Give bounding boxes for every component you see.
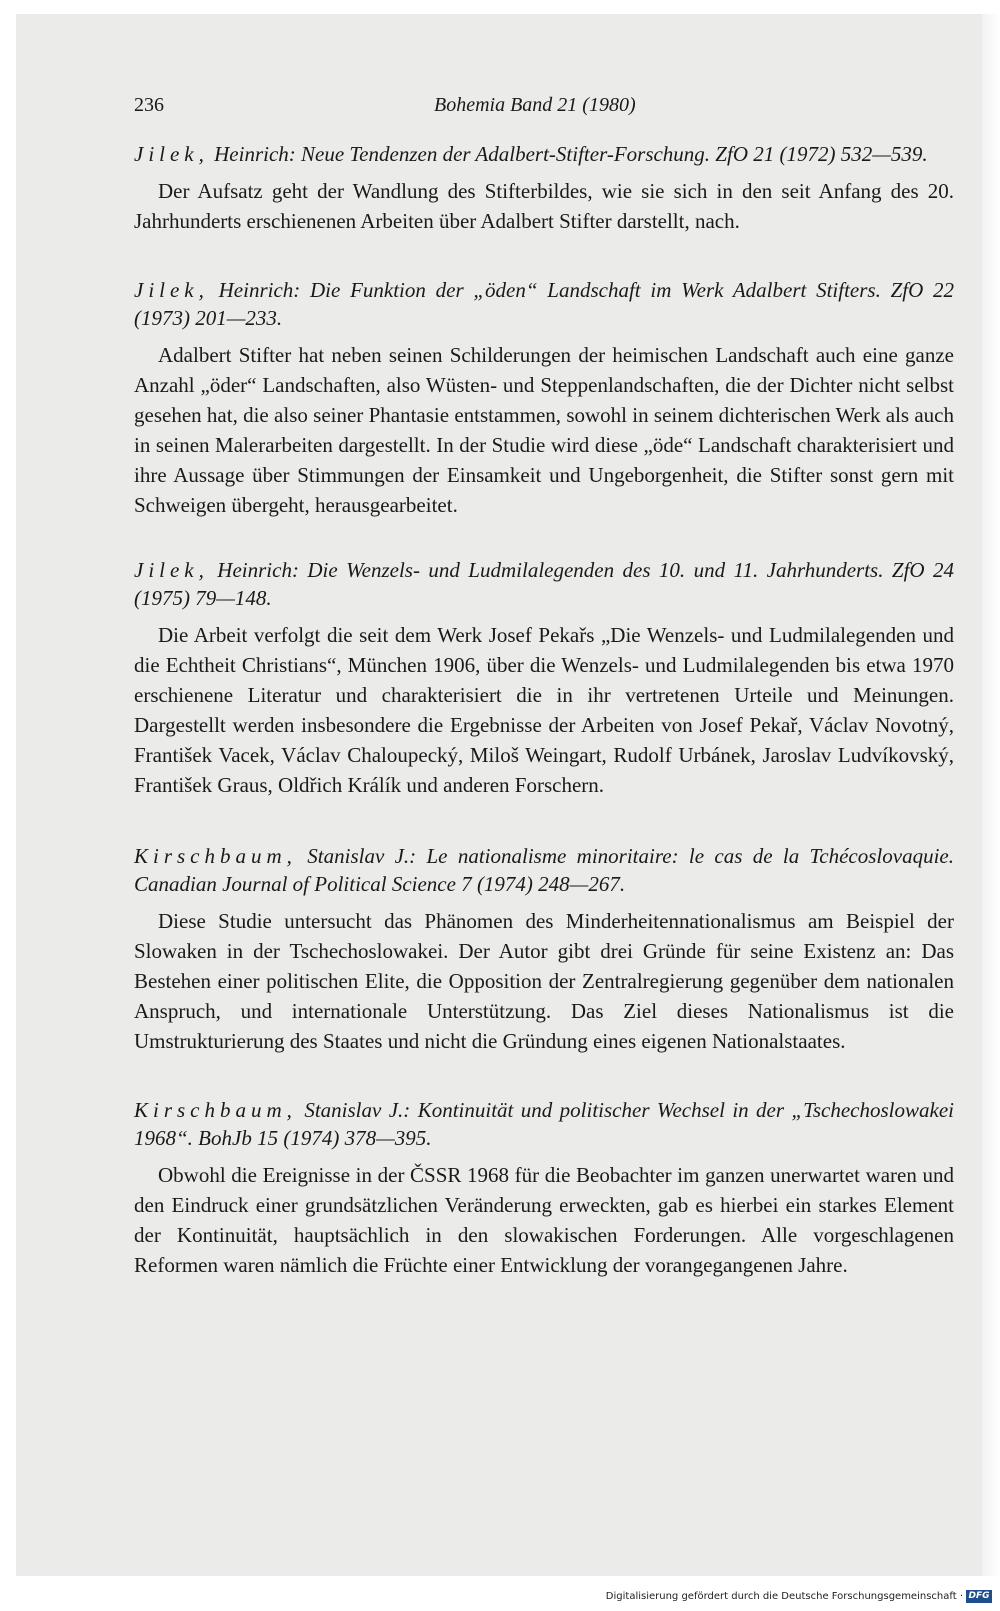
- citation-text: Stanislav J.: Kontinuität und politischer Wechsel in der „Tschechoslowakei 1968“. BohJb 15 (1974) 378—395.: [134, 1098, 954, 1150]
- author-name: Jilek,: [134, 142, 209, 166]
- page-edge: [982, 14, 1000, 1576]
- citation: [134, 276, 954, 332]
- bibliography-content: [134, 140, 954, 1280]
- footer-text: Digitalisierung gefördert durch die Deutsche Forschungsgemeinschaft ·: [605, 1591, 963, 1602]
- abstract: Adalbert Stifter hat neben seinen Schilderungen der heimischen Landschaft auch eine ganze Anzahl „öder“ Landschaften, also Wüsten- und Steppenlandschaften, die der Dichter nicht selbst gesehen hat, die also seiner Phantasie entstammen, sowohl in seinem dichterischen Werk als auch in seinen Malerarbeiten dargestellt. In der Studie wird diese „öde“ Landschaft charakterisiert und ihre Aussage über Stimmungen der Einsamkeit und Ungeborgenheit, die Stifter sonst gern mit Schweigen übergeht, herausgearbeitet.: [134, 343, 954, 517]
- abstract: Der Aufsatz geht der Wandlung des Stifterbildes, wie sie sich in den seit Anfang des 20. Jahrhunderts erschienenen Arbeiten über Adalbert Stifter darstellt, nach.: [134, 179, 954, 233]
- abstract: Die Arbeit verfolgt die seit dem Werk Josef Pekařs „Die Wenzels- und Ludmilalegenden und die Echtheit Christians“, München 1906, über die Wenzels- und Ludmilalegenden bis etwa 1970 erschienene Literatur und charakterisiert die in ihr vertretenen Urteile und Meinungen. Dargestellt werden insbesondere die Ergebnisse der Arbeiten von Josef Pekař, Václav Novotný, František Vacek, Václav Chaloupecký, Miloš Weingart, Rudolf Urbánek, Jaroslav Ludvíkovský, František Graus, Oldřich Králík und anderen Forschern.: [134, 623, 954, 797]
- bibliography-entry: [134, 1096, 954, 1280]
- citation: [134, 842, 954, 898]
- citation-text: Stanislav J.: Le nationalisme minoritaire: le cas de la Tchécoslovaquie. Canadian Journal of Political Science 7 (1974) 248—267.: [134, 844, 954, 896]
- journal-title: Bohemia Band 21 (1980): [434, 94, 636, 116]
- author-name: Jilek,: [134, 558, 209, 582]
- bibliography-entry: [134, 556, 954, 800]
- bibliography-entry: [134, 842, 954, 1056]
- abstract: Obwohl die Ereignisse in der ČSSR 1968 für die Beobachter im ganzen unerwartet waren und den Eindruck einer grundsätzlichen Veränderung erweckten, gab es hierbei ein starkes Element der Kontinuität, hauptsächlich in den slowakischen Forderungen. Alle vorgeschlagenen Reformen waren nämlich die Früchte einer Entwicklung der vorangegangenen Jahre.: [134, 1163, 954, 1277]
- digitization-footer: [0, 1590, 992, 1606]
- citation: [134, 556, 954, 612]
- citation: [134, 1096, 954, 1152]
- citation-text: Heinrich: Die Wenzels- und Ludmilalegenden des 10. und 11. Jahrhunderts. ZfO 24 (1975) 79—148.: [134, 558, 954, 610]
- page-number: 236: [134, 94, 164, 116]
- author-name: Jilek,: [134, 278, 209, 302]
- citation-text: Heinrich: Die Funktion der „öden“ Landschaft im Werk Adalbert Stifters. ZfO 22 (1973) 201—233.: [134, 278, 954, 330]
- author-name: Kirschbaum,: [134, 1098, 297, 1122]
- citation: [134, 140, 954, 168]
- citation-text: Heinrich: Neue Tendenzen der Adalbert-Stifter-Forschung. ZfO 21 (1972) 532—539.: [208, 142, 928, 166]
- dfg-logo-icon: DFG: [966, 1590, 992, 1603]
- bibliography-entry: [134, 140, 954, 236]
- bibliography-entry: [134, 276, 954, 520]
- abstract: Diese Studie untersucht das Phänomen des Minderheitennationalismus am Beispiel der Slowaken in der Tschechoslowakei. Der Autor gibt drei Gründe für seine Existenz an: Das Bestehen einer politischen Elite, die Opposition der Zentralregierung gegenüber dem nationalen Anspruch, und internationale Unterstützung. Das Ziel dieses Nationalismus ist die Umstrukturierung des Staates und nicht die Gründung eines eigenen Nationalstaates.: [134, 909, 954, 1053]
- running-head: [134, 94, 954, 122]
- author-name: Kirschbaum,: [134, 844, 297, 868]
